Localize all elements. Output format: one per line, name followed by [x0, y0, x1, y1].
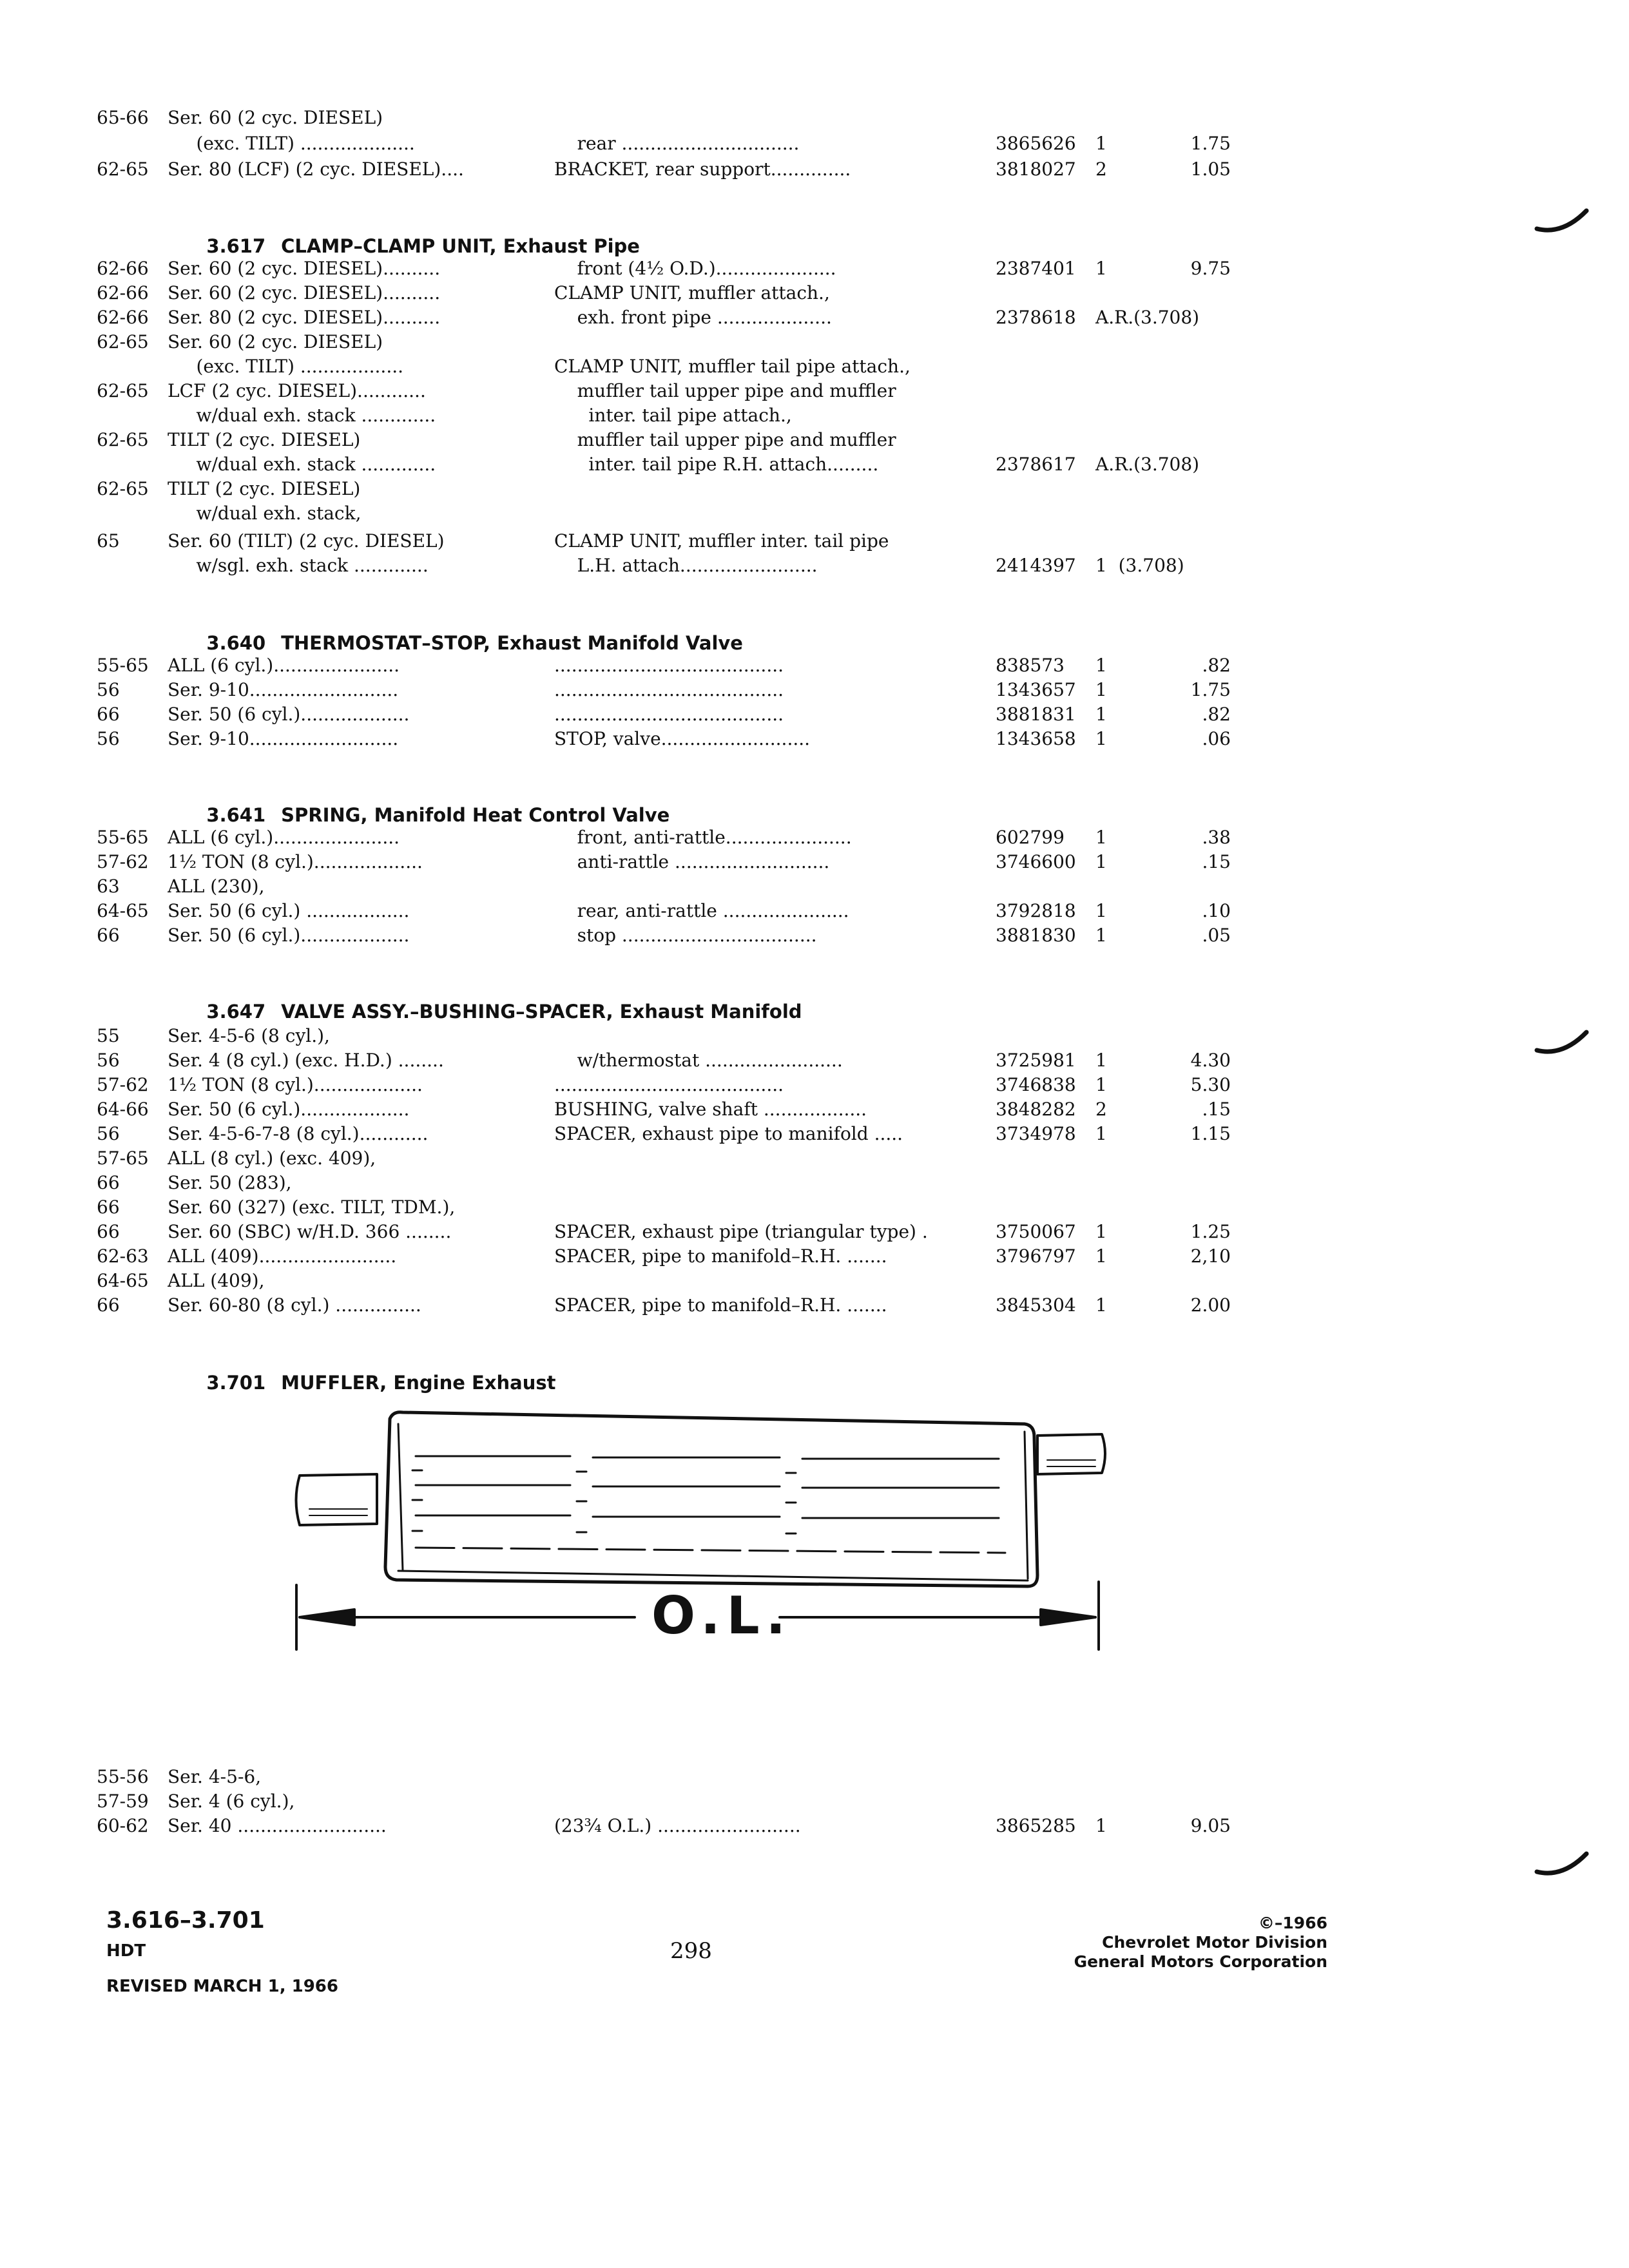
year-cell: 56	[97, 679, 120, 700]
table-row	[0, 476, 1629, 502]
description-cell: SPACER, exhaust pipe (triangular type) .	[554, 1221, 928, 1242]
year-cell: 56	[97, 1050, 120, 1071]
copyright: ©–1966	[1258, 1914, 1327, 1932]
year-cell: 62-66	[97, 258, 149, 279]
part-number-cell: 3725981	[996, 1050, 1076, 1071]
price-cell: 1.15	[1190, 1123, 1231, 1144]
year-cell: 55-65	[97, 827, 149, 848]
part-number-cell: 3881830	[996, 925, 1076, 946]
table-row	[0, 849, 1629, 875]
application-cell: ALL (8 cyl.) (exc. 409),	[168, 1148, 376, 1169]
year-cell: 62-63	[97, 1245, 149, 1267]
description-cell: inter. tail pipe attach.,	[554, 405, 792, 426]
year-cell: 55-56	[97, 1766, 149, 1787]
description-cell: ........................................	[554, 1074, 784, 1095]
muffler-seams	[412, 1456, 1005, 1553]
price-cell: 2.00	[1190, 1294, 1231, 1316]
description-cell: L.H. attach........................	[554, 555, 818, 576]
application-cell: Ser. 60-80 (8 cyl.) ...............	[168, 1294, 421, 1316]
part-number-cell: 838573	[996, 655, 1065, 676]
quantity-cell: 2	[1095, 159, 1107, 180]
quantity-cell: 1	[1095, 851, 1107, 872]
margin-mark	[1534, 1846, 1592, 1885]
description-cell: rear ...............................	[554, 133, 800, 154]
company-corporation: General Motors Corporation	[1074, 1952, 1327, 1971]
year-cell: 57-59	[97, 1791, 149, 1812]
table-row	[0, 1048, 1629, 1073]
description-cell: SPACER, pipe to manifold–R.H. .......	[554, 1245, 887, 1267]
application-cell: Ser. 60 (2 cyc. DIESEL)	[168, 331, 383, 352]
margin-mark	[1534, 203, 1592, 242]
application-cell: 1½ TON (8 cyl.)...................	[168, 1074, 423, 1095]
year-cell: 66	[97, 704, 120, 725]
price-cell: 4.30	[1190, 1050, 1231, 1071]
application-cell: Ser. 60 (TILT) (2 cyc. DIESEL)	[168, 530, 445, 552]
application-cell: Ser. 50 (6 cyl.)...................	[168, 704, 410, 725]
year-cell: 56	[97, 728, 120, 749]
application-cell: ALL (409)........................	[168, 1245, 397, 1267]
application-cell: Ser. 60 (327) (exc. TILT, TDM.),	[168, 1196, 456, 1218]
year-cell: 55-65	[97, 655, 149, 676]
application-cell: Ser. 50 (6 cyl.)...................	[168, 1099, 410, 1120]
price-cell: 1.25	[1190, 1221, 1231, 1242]
year-cell: 57-65	[97, 1148, 149, 1169]
year-cell: 56	[97, 1123, 120, 1144]
quantity-cell: 1	[1095, 728, 1107, 749]
application-cell: ALL (6 cyl.)......................	[168, 827, 400, 848]
price-cell: .82	[1202, 704, 1231, 725]
section-number: 3.641	[206, 804, 266, 826]
table-row	[0, 354, 1629, 380]
quantity-cell: A.R.(3.708)	[1095, 307, 1200, 328]
year-cell: 63	[97, 876, 120, 897]
table-row	[0, 305, 1629, 331]
price-cell: 9.75	[1190, 258, 1231, 279]
application-cell: Ser. 80 (2 cyc. DIESEL)..........	[168, 307, 441, 328]
section-number: 3.647	[206, 1001, 266, 1023]
application-cell: ALL (6 cyl.)......................	[168, 655, 400, 676]
quantity-cell: 1	[1095, 1294, 1107, 1316]
application-cell: (exc. TILT) ....................	[168, 133, 415, 154]
table-row	[0, 1146, 1629, 1171]
application-cell: Ser. 4-5-6,	[168, 1766, 262, 1787]
outlet-pipe	[1037, 1434, 1105, 1474]
description-cell: SPACER, exhaust pipe to manifold .....	[554, 1123, 903, 1144]
table-row	[0, 105, 1629, 131]
application-cell: Ser. 40 ..........................	[168, 1815, 387, 1836]
year-cell: 64-65	[97, 900, 149, 921]
quantity-cell: 1	[1095, 133, 1107, 154]
quantity-cell: A.R.(3.708)	[1095, 454, 1200, 475]
part-number-cell: 3865626	[996, 133, 1076, 154]
quantity-cell: 1	[1095, 900, 1107, 921]
quantity-cell: 2	[1095, 1099, 1107, 1120]
description-cell: BUSHING, valve shaft ..................	[554, 1099, 867, 1120]
quantity-cell: 1	[1095, 1050, 1107, 1071]
application-cell: Ser. 4-5-6-7-8 (8 cyl.)............	[168, 1123, 429, 1144]
description-cell: CLAMP UNIT, muffler attach.,	[554, 282, 830, 303]
year-cell: 55	[97, 1025, 120, 1046]
margin-mark	[1534, 1024, 1592, 1063]
table-row	[0, 329, 1629, 355]
price-cell: .05	[1202, 925, 1231, 946]
quantity-cell: 1	[1095, 1074, 1107, 1095]
table-row	[0, 280, 1629, 306]
table-row	[0, 923, 1629, 948]
section-number: 3.617	[206, 235, 266, 257]
price-cell: 1.75	[1190, 133, 1231, 154]
table-row	[0, 378, 1629, 404]
quantity-cell: 1	[1095, 827, 1107, 848]
table-row	[0, 1293, 1629, 1318]
company-division: Chevrolet Motor Division	[1102, 1933, 1327, 1952]
year-cell: 66	[97, 1294, 120, 1316]
application-cell: w/sgl. exh. stack .............	[168, 555, 429, 576]
table-row	[0, 403, 1629, 428]
part-number-cell: 3865285	[996, 1815, 1076, 1836]
muffler-body	[385, 1412, 1037, 1586]
application-cell: w/dual exh. stack,	[168, 503, 361, 524]
application-cell: ALL (230),	[168, 876, 265, 897]
description-cell: front (4½ O.D.).....................	[554, 258, 836, 279]
section-number: 3.701	[206, 1372, 266, 1394]
year-cell: 65-66	[97, 107, 149, 128]
price-cell: 9.05	[1190, 1815, 1231, 1836]
part-number-cell: 2387401	[996, 258, 1076, 279]
year-cell: 62-66	[97, 282, 149, 303]
part-number-cell: 3734978	[996, 1123, 1076, 1144]
table-row	[0, 131, 1629, 157]
description-cell: stop ..................................	[554, 925, 817, 946]
description-cell: BRACKET, rear support..............	[554, 159, 851, 180]
table-row	[0, 898, 1629, 924]
application-cell: w/dual exh. stack .............	[168, 405, 436, 426]
description-cell: front, anti-rattle......................	[554, 827, 852, 848]
application-cell: Ser. 60 (2 cyc. DIESEL)..........	[168, 282, 441, 303]
price-cell: .10	[1202, 900, 1231, 921]
year-cell: 66	[97, 1172, 120, 1193]
price-cell: .82	[1202, 655, 1231, 676]
part-number-cell: 2414397	[996, 555, 1076, 576]
table-row	[0, 1097, 1629, 1122]
quantity-cell: 1	[1095, 679, 1107, 700]
quantity-cell: 1	[1095, 1245, 1107, 1267]
application-cell: Ser. 60 (SBC) w/H.D. 366 ........	[168, 1221, 452, 1242]
year-cell: 66	[97, 925, 120, 946]
part-number-cell: 3746838	[996, 1074, 1076, 1095]
description-cell: muffler tail upper pipe and muffler	[554, 380, 896, 401]
price-cell: .38	[1202, 827, 1231, 848]
section-title: VALVE ASSY.–BUSHING–SPACER, Exhaust Manifold	[281, 1001, 802, 1023]
quantity-cell: 1	[1095, 258, 1107, 279]
description-cell: ........................................	[554, 655, 784, 676]
application-cell: Ser. 4 (6 cyl.),	[168, 1791, 295, 1812]
quantity-cell: 1	[1095, 655, 1107, 676]
table-row	[0, 528, 1629, 554]
table-row	[0, 1170, 1629, 1196]
table-row	[0, 1813, 1629, 1839]
part-number-cell: 3792818	[996, 900, 1076, 921]
table-row	[0, 702, 1629, 727]
table-row	[0, 1121, 1629, 1147]
table-row	[0, 501, 1629, 526]
year-cell: 57-62	[97, 851, 149, 872]
table-row	[0, 1023, 1629, 1049]
year-cell: 62-65	[97, 478, 149, 499]
description-cell: rear, anti-rattle ......................	[554, 900, 849, 921]
description-cell: ........................................	[554, 704, 784, 725]
year-cell: 66	[97, 1221, 120, 1242]
part-number-cell: 3818027	[996, 159, 1076, 180]
table-row	[0, 452, 1629, 477]
description-cell: SPACER, pipe to manifold–R.H. .......	[554, 1294, 887, 1316]
section-range: 3.616–3.701	[106, 1907, 265, 1934]
description-cell: muffler tail upper pipe and muffler	[554, 429, 896, 450]
table-row	[0, 1244, 1629, 1269]
part-number-cell: 3746600	[996, 851, 1076, 872]
description-cell: (23¾ O.L.) .........................	[554, 1815, 801, 1836]
application-cell: Ser. 50 (283),	[168, 1172, 292, 1193]
table-row	[0, 157, 1629, 182]
quantity-cell: 1	[1095, 1221, 1107, 1242]
table-row	[0, 1195, 1629, 1220]
catalog-code: HDT	[106, 1941, 146, 1961]
year-cell: 60-62	[97, 1815, 149, 1836]
application-cell: Ser. 50 (6 cyl.)...................	[168, 925, 410, 946]
quantity-cell: 1	[1095, 704, 1107, 725]
application-cell: Ser. 60 (2 cyc. DIESEL)	[168, 107, 383, 128]
table-row	[0, 427, 1629, 453]
table-row	[0, 256, 1629, 282]
table-row	[0, 653, 1629, 678]
price-cell: 5.30	[1190, 1074, 1231, 1095]
table-row	[0, 726, 1629, 752]
page-number: 298	[670, 1938, 712, 1964]
description-cell: CLAMP UNIT, muffler inter. tail pipe	[554, 530, 889, 552]
quantity-cell: 1	[1095, 1815, 1107, 1836]
description-cell: ........................................	[554, 679, 784, 700]
table-row	[0, 553, 1629, 579]
table-row	[0, 1764, 1629, 1790]
price-cell: .15	[1202, 851, 1231, 872]
quantity-cell: 1	[1095, 925, 1107, 946]
application-cell: TILT (2 cyc. DIESEL)	[168, 429, 361, 450]
part-number-cell: 3750067	[996, 1221, 1076, 1242]
part-number-cell: 2378617	[996, 454, 1076, 475]
application-cell: 1½ TON (8 cyl.)...................	[168, 851, 423, 872]
price-cell: .15	[1202, 1099, 1231, 1120]
description-cell: exh. front pipe ....................	[554, 307, 832, 328]
description-cell: STOP, valve..........................	[554, 728, 811, 749]
year-cell: 65	[97, 530, 120, 552]
section-title: THERMOSTAT–STOP, Exhaust Manifold Valve	[281, 632, 743, 654]
year-cell: 64-66	[97, 1099, 149, 1120]
year-cell: 62-66	[97, 307, 149, 328]
quantity-cell: 1 (3.708)	[1095, 555, 1184, 576]
quantity-cell: 1	[1095, 1123, 1107, 1144]
part-number-cell: 602799	[996, 827, 1065, 848]
table-row	[0, 1268, 1629, 1294]
inlet-pipe	[296, 1474, 378, 1525]
application-cell: (exc. TILT) ..................	[168, 356, 404, 377]
year-cell: 57-62	[97, 1074, 149, 1095]
year-cell: 64-65	[97, 1270, 149, 1291]
application-cell: Ser. 60 (2 cyc. DIESEL)..........	[168, 258, 441, 279]
section-number: 3.640	[206, 632, 266, 654]
description-cell: w/thermostat ........................	[554, 1050, 843, 1071]
year-cell: 62-65	[97, 429, 149, 450]
part-number-cell: 3796797	[996, 1245, 1076, 1267]
part-number-cell: 3848282	[996, 1099, 1076, 1120]
application-cell: Ser. 4-5-6 (8 cyl.),	[168, 1025, 330, 1046]
price-cell: 1.05	[1190, 159, 1231, 180]
year-cell: 62-65	[97, 159, 149, 180]
application-cell: Ser. 4 (8 cyl.) (exc. H.D.) ........	[168, 1050, 444, 1071]
application-cell: Ser. 9-10..........................	[168, 728, 399, 749]
application-cell: Ser. 80 (LCF) (2 cyc. DIESEL)....	[168, 159, 464, 180]
table-row	[0, 1072, 1629, 1098]
application-cell: ALL (409),	[168, 1270, 265, 1291]
section-title: CLAMP–CLAMP UNIT, Exhaust Pipe	[281, 235, 640, 257]
table-row	[0, 1219, 1629, 1245]
part-number-cell: 2378618	[996, 307, 1076, 328]
part-number-cell: 1343657	[996, 679, 1076, 700]
price-cell: 1.75	[1190, 679, 1231, 700]
table-row	[0, 874, 1629, 899]
revised-date: REVISED MARCH 1, 1966	[106, 1977, 338, 1996]
table-row	[0, 1789, 1629, 1814]
table-row	[0, 825, 1629, 850]
application-cell: TILT (2 cyc. DIESEL)	[168, 478, 361, 499]
part-number-cell: 3845304	[996, 1294, 1076, 1316]
description-cell: anti-rattle ...........................	[554, 851, 830, 872]
price-cell: 2,10	[1190, 1245, 1231, 1267]
application-cell: Ser. 50 (6 cyl.) ..................	[168, 900, 410, 921]
overall-length-label: O.L.	[651, 1586, 792, 1646]
application-cell: w/dual exh. stack .............	[168, 454, 436, 475]
application-cell: LCF (2 cyc. DIESEL)............	[168, 380, 426, 401]
section-title: MUFFLER, Engine Exhaust	[281, 1372, 556, 1394]
description-cell: CLAMP UNIT, muffler tail pipe attach.,	[554, 356, 911, 377]
part-number-cell: 1343658	[996, 728, 1076, 749]
part-number-cell: 3881831	[996, 704, 1076, 725]
price-cell: .06	[1202, 728, 1231, 749]
table-row	[0, 677, 1629, 703]
description-cell: inter. tail pipe R.H. attach.........	[554, 454, 879, 475]
application-cell: Ser. 9-10..........................	[168, 679, 399, 700]
year-cell: 62-65	[97, 331, 149, 352]
year-cell: 62-65	[97, 380, 149, 401]
section-title: SPRING, Manifold Heat Control Valve	[281, 804, 670, 826]
year-cell: 66	[97, 1196, 120, 1218]
